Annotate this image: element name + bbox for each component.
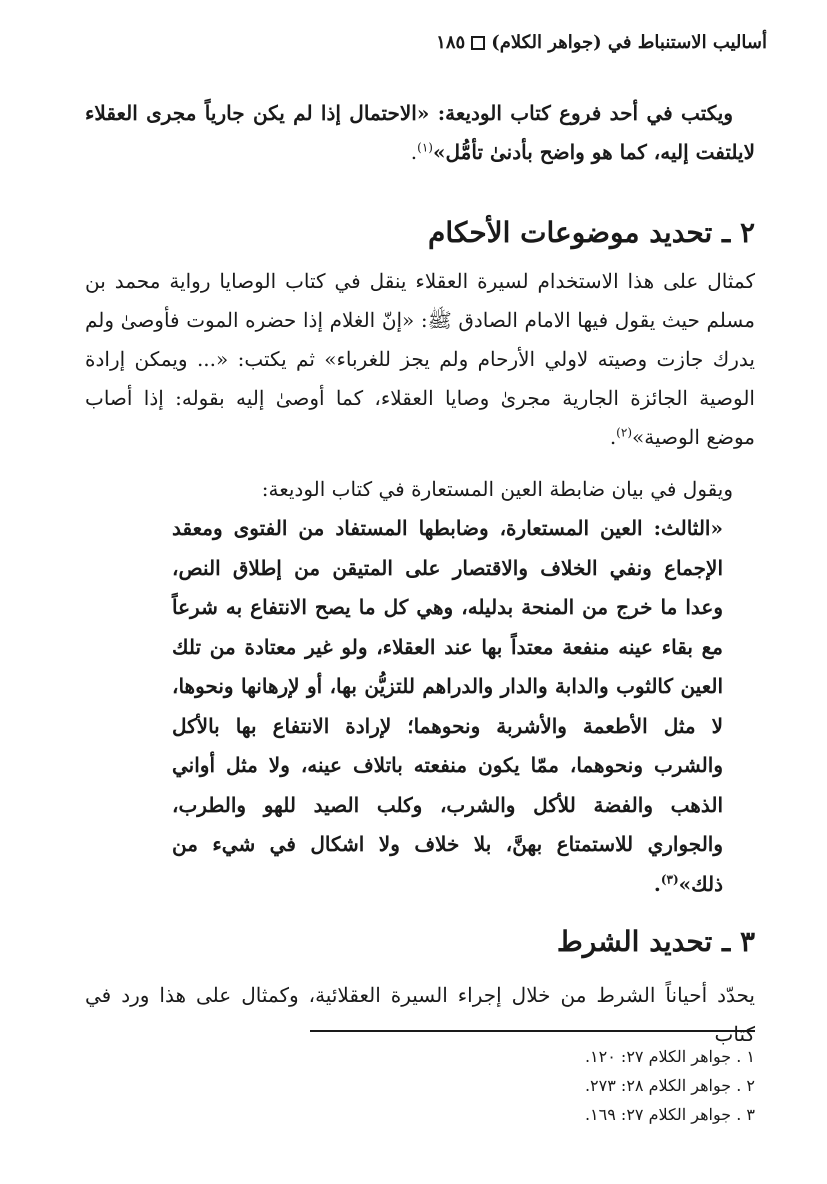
- footnote-ref: (١): [417, 140, 433, 155]
- paragraph-end: .: [410, 140, 418, 164]
- footnote-3: ٣ . جواهر الكلام ٢٧: ١٦٩.: [584, 1105, 755, 1124]
- footnote-ref: (٣): [660, 871, 679, 886]
- paragraph-text: ويقول في بيان ضابطة العين المستعارة في كتاب الوديعة:: [261, 477, 733, 501]
- block-quote: [172, 509, 723, 904]
- header-title: أساليب الاستنباط في (جواهر الكلام): [491, 32, 767, 53]
- running-header: [20, 28, 767, 58]
- paragraph-wills-example: [85, 262, 755, 457]
- page-number: ١٨٥: [436, 32, 466, 53]
- square-separator-icon: [471, 36, 485, 50]
- quote-text: «الثالث: العين المستعارة، وضابطها المستفاد من الفتوى ومعقد الإجماع ونفي الخلاف والاقتصار على المتيقن من إطلاق النص، وعدا ما خرج من المنحة بدليله، وهي كل ما يصح الانتفاع به شرعاً مع بقاء عينه منفعة معتداً بها عند العقلاء، ولو غير معتادة من تلك العين كالثوب والدابة والدار والدراهم للتزيُّن بها، أو لإرهانها ونحوها، لا مثل الأطعمة والأشربة ونحوهما؛ لإرادة الانتفاع بها بالأكل والشرب ونحوهما، ممّا يكون منفعته باتلاف عينه، ولا مثل أواني الذهب والفضة للأكل والشرب، وكلب الصيد للهو والطرب، والجواري للاستمتاع بهنَّ، بلا خلاف ولا اشكال في شيء من ذلك»: [172, 516, 723, 896]
- footnote-divider: [310, 1030, 755, 1032]
- footnotes: [300, 1042, 755, 1129]
- section-heading-2: ٢ ـ تحديد موضوعات الأحكام: [428, 216, 755, 249]
- paragraph-borrowed-item-intro: [85, 470, 755, 509]
- paragraph-end: .: [609, 425, 617, 449]
- paragraph-deposit-quote: [85, 94, 755, 172]
- paragraph-text: يحدّد أحياناً الشرط من خلال إجراء السيرة العقلائية، وكمثال على هذا ورد في كتاب: [85, 983, 755, 1046]
- footnote-2: ٢ . جواهر الكلام ٢٨: ٢٧٣.: [584, 1076, 755, 1095]
- quote-end: .: [653, 871, 661, 896]
- footnote-1: ١ . جواهر الكلام ٢٧: ١٢٠.: [584, 1047, 755, 1066]
- footnote-ref: (٢): [616, 425, 632, 440]
- section-heading-3: ٣ ـ تحديد الشرط: [556, 925, 755, 958]
- paragraph-text: كمثال على هذا الاستخدام لسيرة العقلاء ينقل في كتاب الوصايا رواية محمد بن مسلم حيث يقول فيها الامام الصادق ﷺ: «إنّ الغلام إذا حضره الموت فأوصىٰ ولم يدرك جازت وصيته لاولي الأرحام ولم يجز للغرباء» ثم يكتب: «... ويمكن إرادة الوصية الجائزة الجارية مجرىٰ وصايا العقلاء، كما أوصىٰ إليه بقوله: إذا أصاب موضع الوصية»: [85, 269, 755, 449]
- paragraph-text: ويكتب في أحد فروع كتاب الوديعة: «الاحتمال إذا لم يكن جارياً مجرى العقلاء لايلتفت إليه، كما هو واضح بأدنىٰ تأمُّل»: [85, 101, 755, 164]
